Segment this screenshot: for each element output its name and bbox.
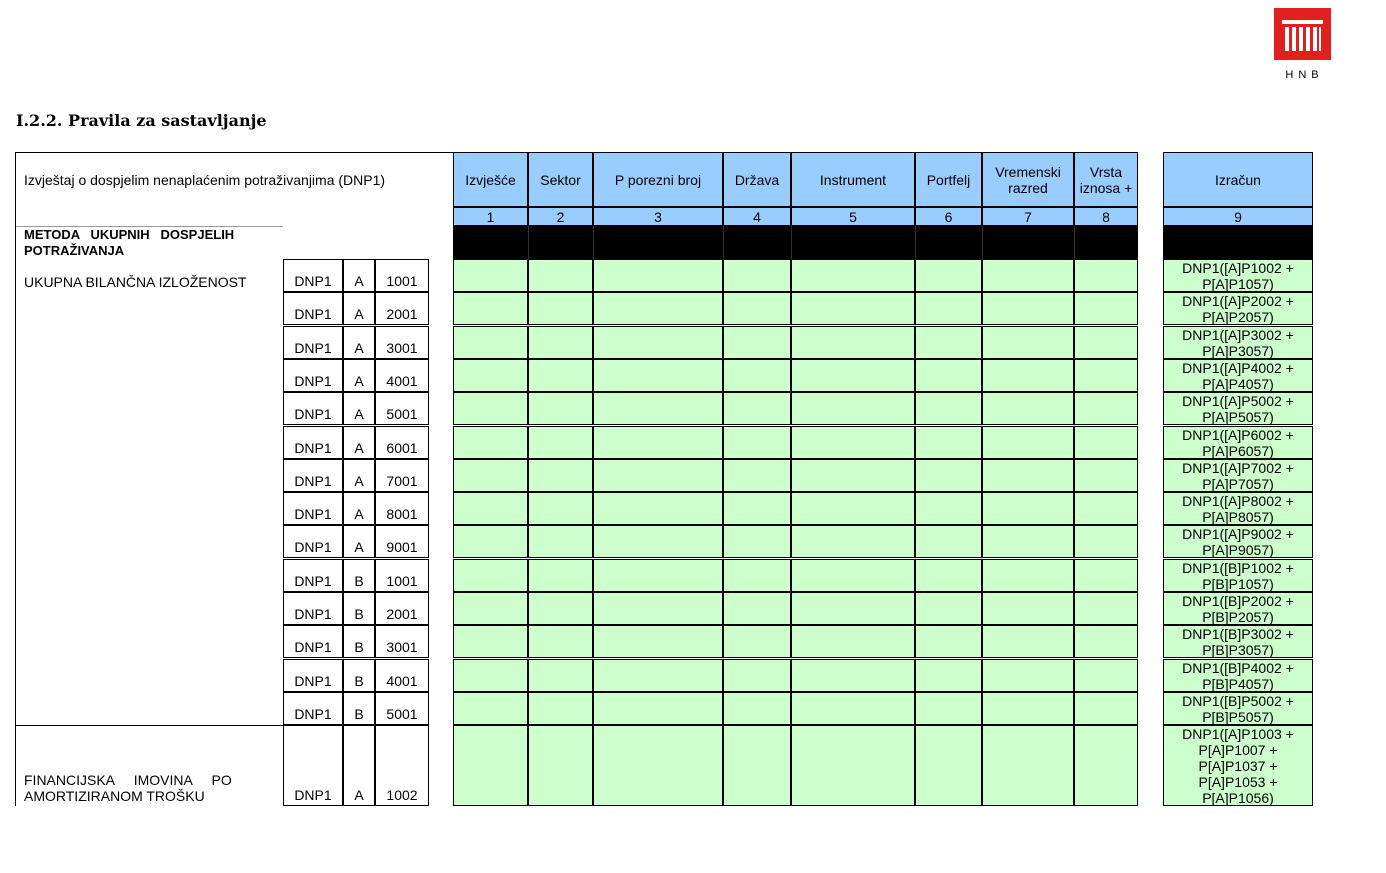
value-cell[interactable] xyxy=(528,725,593,806)
row-part: B xyxy=(343,659,375,692)
value-cell[interactable] xyxy=(528,592,593,625)
value-cell[interactable] xyxy=(723,725,791,806)
value-cell[interactable] xyxy=(593,359,723,392)
value-cell[interactable] xyxy=(791,659,915,692)
column-header-5: Instrument xyxy=(791,152,915,207)
value-cell[interactable] xyxy=(528,259,593,292)
row-code: 1001 xyxy=(375,559,429,592)
value-cell[interactable] xyxy=(1074,259,1138,292)
value-cell[interactable] xyxy=(528,459,593,492)
column-header-3: P porezni broj xyxy=(593,152,723,207)
row-calc: DNP1([A]P5002 + P[A]P5057) xyxy=(1163,392,1313,425)
row-code: 2001 xyxy=(375,592,429,625)
value-cell[interactable] xyxy=(593,659,723,692)
row-calc: DNP1([A]P7002 + P[A]P7057) xyxy=(1163,459,1313,492)
value-cell[interactable] xyxy=(982,326,1074,359)
value-cell[interactable] xyxy=(528,359,593,392)
column-number-4: 4 xyxy=(723,207,791,226)
value-cell[interactable] xyxy=(1074,559,1138,592)
value-cell[interactable] xyxy=(453,625,528,658)
value-cell[interactable] xyxy=(453,292,528,325)
value-cell[interactable] xyxy=(915,392,982,425)
value-cell[interactable] xyxy=(593,426,723,459)
value-cell[interactable] xyxy=(791,359,915,392)
row-code: 1001 xyxy=(375,259,429,292)
row-form-code: DNP1 xyxy=(283,725,343,806)
row-form-code: DNP1 xyxy=(283,492,343,525)
row-code: 5001 xyxy=(375,692,429,725)
row-part: B xyxy=(343,625,375,658)
row-part: A xyxy=(343,259,375,292)
value-cell[interactable] xyxy=(791,592,915,625)
hnb-logo xyxy=(1274,8,1331,81)
row-form-code: DNP1 xyxy=(283,426,343,459)
value-cell[interactable] xyxy=(915,725,982,806)
row-part: B xyxy=(343,592,375,625)
value-cell[interactable] xyxy=(915,426,982,459)
value-cell[interactable] xyxy=(915,259,982,292)
value-cell[interactable] xyxy=(593,725,723,806)
row-part: B xyxy=(343,559,375,592)
value-cell[interactable] xyxy=(791,326,915,359)
row-form-code: DNP1 xyxy=(283,292,343,325)
group-label: FINANCIJSKA IMOVINA PO AMORTIZIRANOM TROŠKU xyxy=(24,772,235,804)
value-cell[interactable] xyxy=(528,625,593,658)
value-cell[interactable] xyxy=(982,459,1074,492)
value-cell[interactable] xyxy=(593,259,723,292)
value-cell[interactable] xyxy=(453,459,528,492)
row-calc: DNP1([B]P1002 + P[B]P1057) xyxy=(1163,559,1313,592)
value-cell[interactable] xyxy=(982,525,1074,558)
column-header-6: Portfelj xyxy=(915,152,982,207)
value-cell[interactable] xyxy=(723,326,791,359)
value-cell[interactable] xyxy=(723,525,791,558)
band-separator xyxy=(593,226,594,259)
value-cell[interactable] xyxy=(982,625,1074,658)
band-separator xyxy=(528,226,529,259)
value-cell[interactable] xyxy=(1074,459,1138,492)
row-form-code: DNP1 xyxy=(283,359,343,392)
title-top-border xyxy=(15,152,453,153)
row-part: B xyxy=(343,692,375,725)
value-cell[interactable] xyxy=(791,725,915,806)
value-cell[interactable] xyxy=(453,326,528,359)
value-cell[interactable] xyxy=(1074,625,1138,658)
row-form-code: DNP1 xyxy=(283,659,343,692)
value-cell[interactable] xyxy=(453,392,528,425)
value-cell[interactable] xyxy=(723,692,791,725)
column-header-2: Sektor xyxy=(528,152,593,207)
row-calc: DNP1([A]P4002 + P[A]P4057) xyxy=(1163,359,1313,392)
value-cell[interactable] xyxy=(528,559,593,592)
column-number-5: 5 xyxy=(791,207,915,226)
value-cell[interactable] xyxy=(723,259,791,292)
value-cell[interactable] xyxy=(791,525,915,558)
value-cell[interactable] xyxy=(1074,326,1138,359)
value-cell[interactable] xyxy=(1074,725,1138,806)
value-cell[interactable] xyxy=(593,459,723,492)
method-title: METODA UKUPNIH DOSPJELIH POTRAŽIVANJA xyxy=(24,227,238,258)
row-code: 3001 xyxy=(375,625,429,658)
band-separator xyxy=(982,226,983,259)
row-form-code: DNP1 xyxy=(283,392,343,425)
value-cell[interactable] xyxy=(915,592,982,625)
row-code: 7001 xyxy=(375,459,429,492)
row-part: A xyxy=(343,392,375,425)
value-cell[interactable] xyxy=(791,559,915,592)
value-cell[interactable] xyxy=(982,559,1074,592)
value-cell[interactable] xyxy=(528,659,593,692)
header-black-band xyxy=(453,226,1138,259)
row-code: 1002 xyxy=(375,725,429,806)
row-code: 3001 xyxy=(375,326,429,359)
hnb-logo-mark xyxy=(1274,8,1331,60)
value-cell[interactable] xyxy=(1074,659,1138,692)
row-calc: DNP1([A]P2002 + P[A]P2057) xyxy=(1163,292,1313,325)
value-cell[interactable] xyxy=(593,292,723,325)
row-part: A xyxy=(343,292,375,325)
value-cell[interactable] xyxy=(1074,359,1138,392)
value-cell[interactable] xyxy=(791,625,915,658)
column-number-8: 8 xyxy=(1074,207,1138,226)
value-cell[interactable] xyxy=(453,426,528,459)
row-calc: DNP1([A]P1002 + P[A]P1057) xyxy=(1163,259,1313,292)
column-header-calc: Izračun xyxy=(1163,152,1313,207)
value-cell[interactable] xyxy=(982,725,1074,806)
value-cell[interactable] xyxy=(723,359,791,392)
value-cell[interactable] xyxy=(593,525,723,558)
value-cell[interactable] xyxy=(915,326,982,359)
column-number-calc: 9 xyxy=(1163,207,1313,226)
value-cell[interactable] xyxy=(1074,692,1138,725)
value-cell[interactable] xyxy=(723,426,791,459)
group-divider xyxy=(15,725,283,726)
row-calc: DNP1([B]P3002 + P[B]P3057) xyxy=(1163,625,1313,658)
value-cell[interactable] xyxy=(528,525,593,558)
value-cell[interactable] xyxy=(453,592,528,625)
value-cell[interactable] xyxy=(1074,292,1138,325)
row-part: A xyxy=(343,426,375,459)
column-header-7: Vremenski razred xyxy=(982,152,1074,207)
value-cell[interactable] xyxy=(593,625,723,658)
column-number-3: 3 xyxy=(593,207,723,226)
value-cell[interactable] xyxy=(1074,592,1138,625)
column-header-8: Vrsta iznosa + xyxy=(1074,152,1138,207)
value-cell[interactable] xyxy=(791,459,915,492)
value-cell[interactable] xyxy=(791,426,915,459)
row-part: A xyxy=(343,492,375,525)
row-form-code: DNP1 xyxy=(283,625,343,658)
value-cell[interactable] xyxy=(453,692,528,725)
row-code: 6001 xyxy=(375,426,429,459)
value-cell[interactable] xyxy=(723,459,791,492)
value-cell[interactable] xyxy=(453,259,528,292)
value-cell[interactable] xyxy=(915,492,982,525)
value-cell[interactable] xyxy=(791,292,915,325)
value-cell[interactable] xyxy=(791,692,915,725)
value-cell[interactable] xyxy=(915,359,982,392)
column-header-4: Država xyxy=(723,152,791,207)
value-cell[interactable] xyxy=(982,692,1074,725)
value-cell[interactable] xyxy=(453,559,528,592)
row-code: 8001 xyxy=(375,492,429,525)
value-cell[interactable] xyxy=(593,326,723,359)
value-cell[interactable] xyxy=(593,492,723,525)
group-label: UKUPNA BILANČNA IZLOŽENOST xyxy=(24,274,247,290)
value-cell[interactable] xyxy=(723,492,791,525)
row-form-code: DNP1 xyxy=(283,326,343,359)
band-separator xyxy=(723,226,724,259)
header-black-band-calc xyxy=(1163,226,1313,259)
band-separator xyxy=(915,226,916,259)
value-cell[interactable] xyxy=(982,292,1074,325)
band-separator xyxy=(791,226,792,259)
value-cell[interactable] xyxy=(982,392,1074,425)
value-cell[interactable] xyxy=(593,392,723,425)
value-cell[interactable] xyxy=(915,659,982,692)
value-cell[interactable] xyxy=(528,692,593,725)
row-calc: DNP1([B]P2002 + P[B]P2057) xyxy=(1163,592,1313,625)
value-cell[interactable] xyxy=(982,426,1074,459)
value-cell[interactable] xyxy=(915,459,982,492)
value-cell[interactable] xyxy=(453,525,528,558)
value-cell[interactable] xyxy=(915,625,982,658)
column-number-6: 6 xyxy=(915,207,982,226)
row-code: 4001 xyxy=(375,359,429,392)
row-form-code: DNP1 xyxy=(283,559,343,592)
row-part: A xyxy=(343,326,375,359)
column-number-2: 2 xyxy=(528,207,593,226)
column-number-7: 7 xyxy=(982,207,1074,226)
value-cell[interactable] xyxy=(453,659,528,692)
value-cell[interactable] xyxy=(982,359,1074,392)
value-cell[interactable] xyxy=(982,492,1074,525)
row-form-code: DNP1 xyxy=(283,259,343,292)
left-border xyxy=(15,152,16,806)
value-cell[interactable] xyxy=(528,426,593,459)
value-cell[interactable] xyxy=(982,659,1074,692)
value-cell[interactable] xyxy=(1074,525,1138,558)
value-cell[interactable] xyxy=(453,492,528,525)
row-part: A xyxy=(343,459,375,492)
row-calc: DNP1([A]P8002 + P[A]P8057) xyxy=(1163,492,1313,525)
value-cell[interactable] xyxy=(1074,392,1138,425)
value-cell[interactable] xyxy=(593,592,723,625)
value-cell[interactable] xyxy=(593,559,723,592)
row-code: 5001 xyxy=(375,392,429,425)
row-form-code: DNP1 xyxy=(283,692,343,725)
value-cell[interactable] xyxy=(915,692,982,725)
value-cell[interactable] xyxy=(915,292,982,325)
row-code: 2001 xyxy=(375,292,429,325)
column-number-1: 1 xyxy=(453,207,528,226)
value-cell[interactable] xyxy=(453,359,528,392)
row-calc: DNP1([B]P4002 + P[B]P4057) xyxy=(1163,659,1313,692)
value-cell[interactable] xyxy=(982,259,1074,292)
value-cell[interactable] xyxy=(791,492,915,525)
row-part: A xyxy=(343,525,375,558)
section-title: I.2.2. Pravila za sastavljanje xyxy=(16,111,267,130)
row-calc: DNP1([A]P3002 + P[A]P3057) xyxy=(1163,326,1313,359)
value-cell[interactable] xyxy=(723,659,791,692)
row-calc: DNP1([B]P5002 + P[B]P5057) xyxy=(1163,692,1313,725)
value-cell[interactable] xyxy=(1074,492,1138,525)
row-form-code: DNP1 xyxy=(283,592,343,625)
value-cell[interactable] xyxy=(915,525,982,558)
value-cell[interactable] xyxy=(528,326,593,359)
value-cell[interactable] xyxy=(593,692,723,725)
row-part: A xyxy=(343,359,375,392)
row-form-code: DNP1 xyxy=(283,525,343,558)
row-calc: DNP1([A]P6002 + P[A]P6057) xyxy=(1163,426,1313,459)
row-calc: DNP1([A]P9002 + P[A]P9057) xyxy=(1163,525,1313,558)
band-separator xyxy=(1074,226,1075,259)
value-cell[interactable] xyxy=(528,392,593,425)
value-cell[interactable] xyxy=(453,725,528,806)
value-cell[interactable] xyxy=(723,625,791,658)
row-code: 4001 xyxy=(375,659,429,692)
value-cell[interactable] xyxy=(791,392,915,425)
row-code: 9001 xyxy=(375,525,429,558)
value-cell[interactable] xyxy=(528,492,593,525)
value-cell[interactable] xyxy=(791,259,915,292)
value-cell[interactable] xyxy=(723,392,791,425)
value-cell[interactable] xyxy=(1074,426,1138,459)
value-cell[interactable] xyxy=(982,592,1074,625)
column-header-1: Izvješće xyxy=(453,152,528,207)
value-cell[interactable] xyxy=(723,592,791,625)
value-cell[interactable] xyxy=(723,292,791,325)
row-calc: DNP1([A]P1003 + P[A]P1007 + P[A]P1037 + P[A]P1053 + P[A]P1056) xyxy=(1163,725,1313,806)
value-cell[interactable] xyxy=(915,559,982,592)
value-cell[interactable] xyxy=(723,559,791,592)
row-part: A xyxy=(343,725,375,806)
hnb-logo-text: HNB xyxy=(1285,69,1324,81)
row-form-code: DNP1 xyxy=(283,459,343,492)
value-cell[interactable] xyxy=(528,292,593,325)
report-title: Izvještaj o dospjelim nenaplaćenim potraživanjima (DNP1) xyxy=(24,171,386,188)
